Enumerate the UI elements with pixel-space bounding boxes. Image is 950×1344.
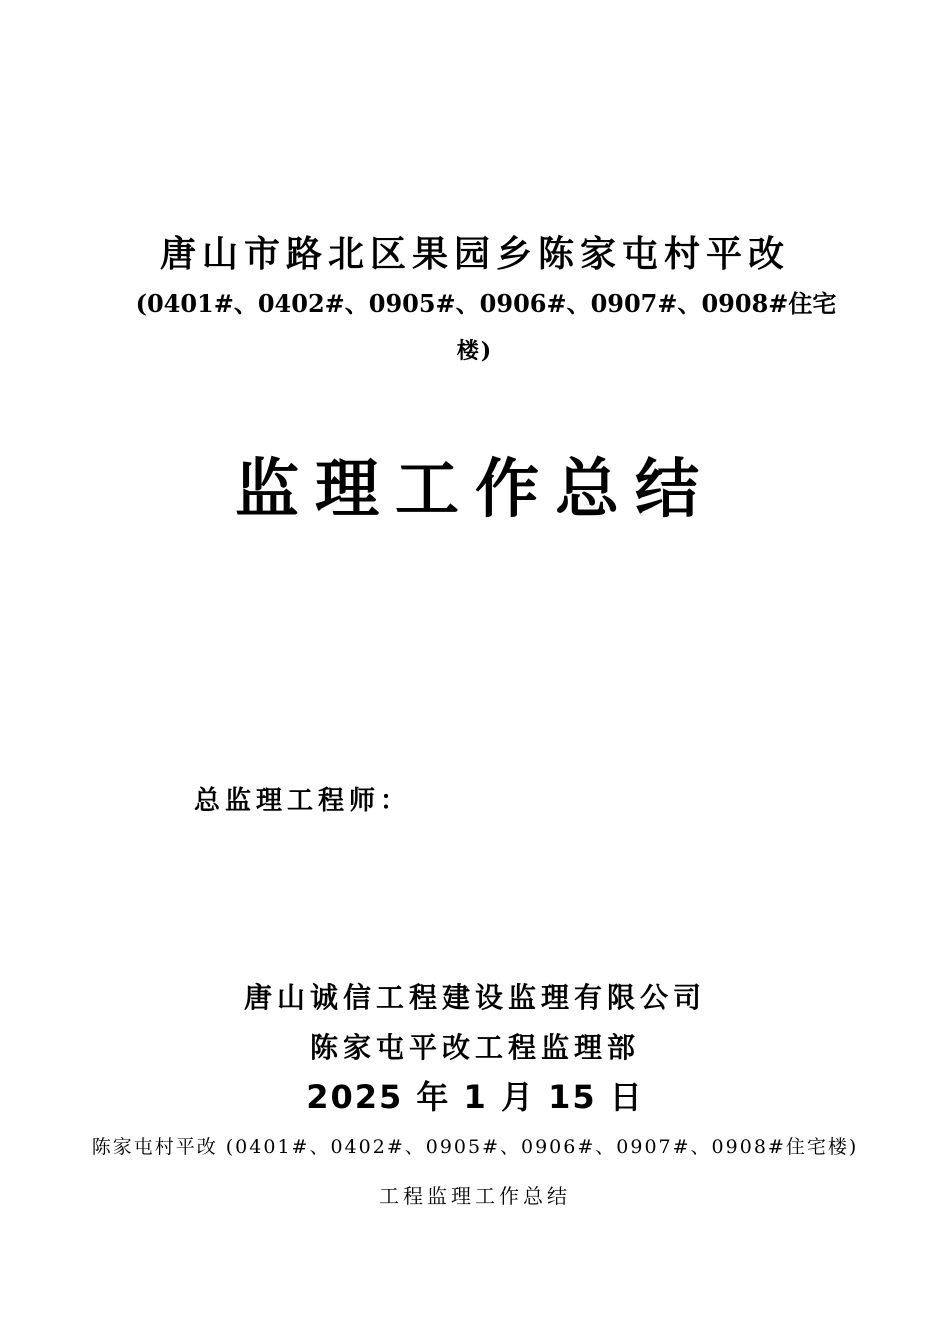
project-title: 唐山市路北区果园乡陈家屯村平改 — [159, 233, 790, 275]
company-name: 唐山诚信工程建设监理有限公司 — [243, 981, 706, 1014]
project-subtitle-continuation: 楼) — [456, 338, 494, 364]
chief-engineer-label: 总监理工程师： — [194, 786, 412, 816]
project-subtitle: (0401#、0402#、0905#、0906#、0907#、0908#住宅 — [135, 289, 837, 318]
document-date: 2025 年 1 月 15 日 — [306, 1078, 644, 1116]
footer-title-line: 工程监理工作总结 — [379, 1184, 571, 1208]
document-title: 监理工作总结 — [235, 452, 715, 527]
department-name: 陈家屯平改工程监理部 — [309, 1031, 640, 1064]
footer-project-line: 陈家屯村平改 (0401#、0402#、0905#、0906#、0907#、0908#住宅楼) — [91, 1136, 859, 1158]
